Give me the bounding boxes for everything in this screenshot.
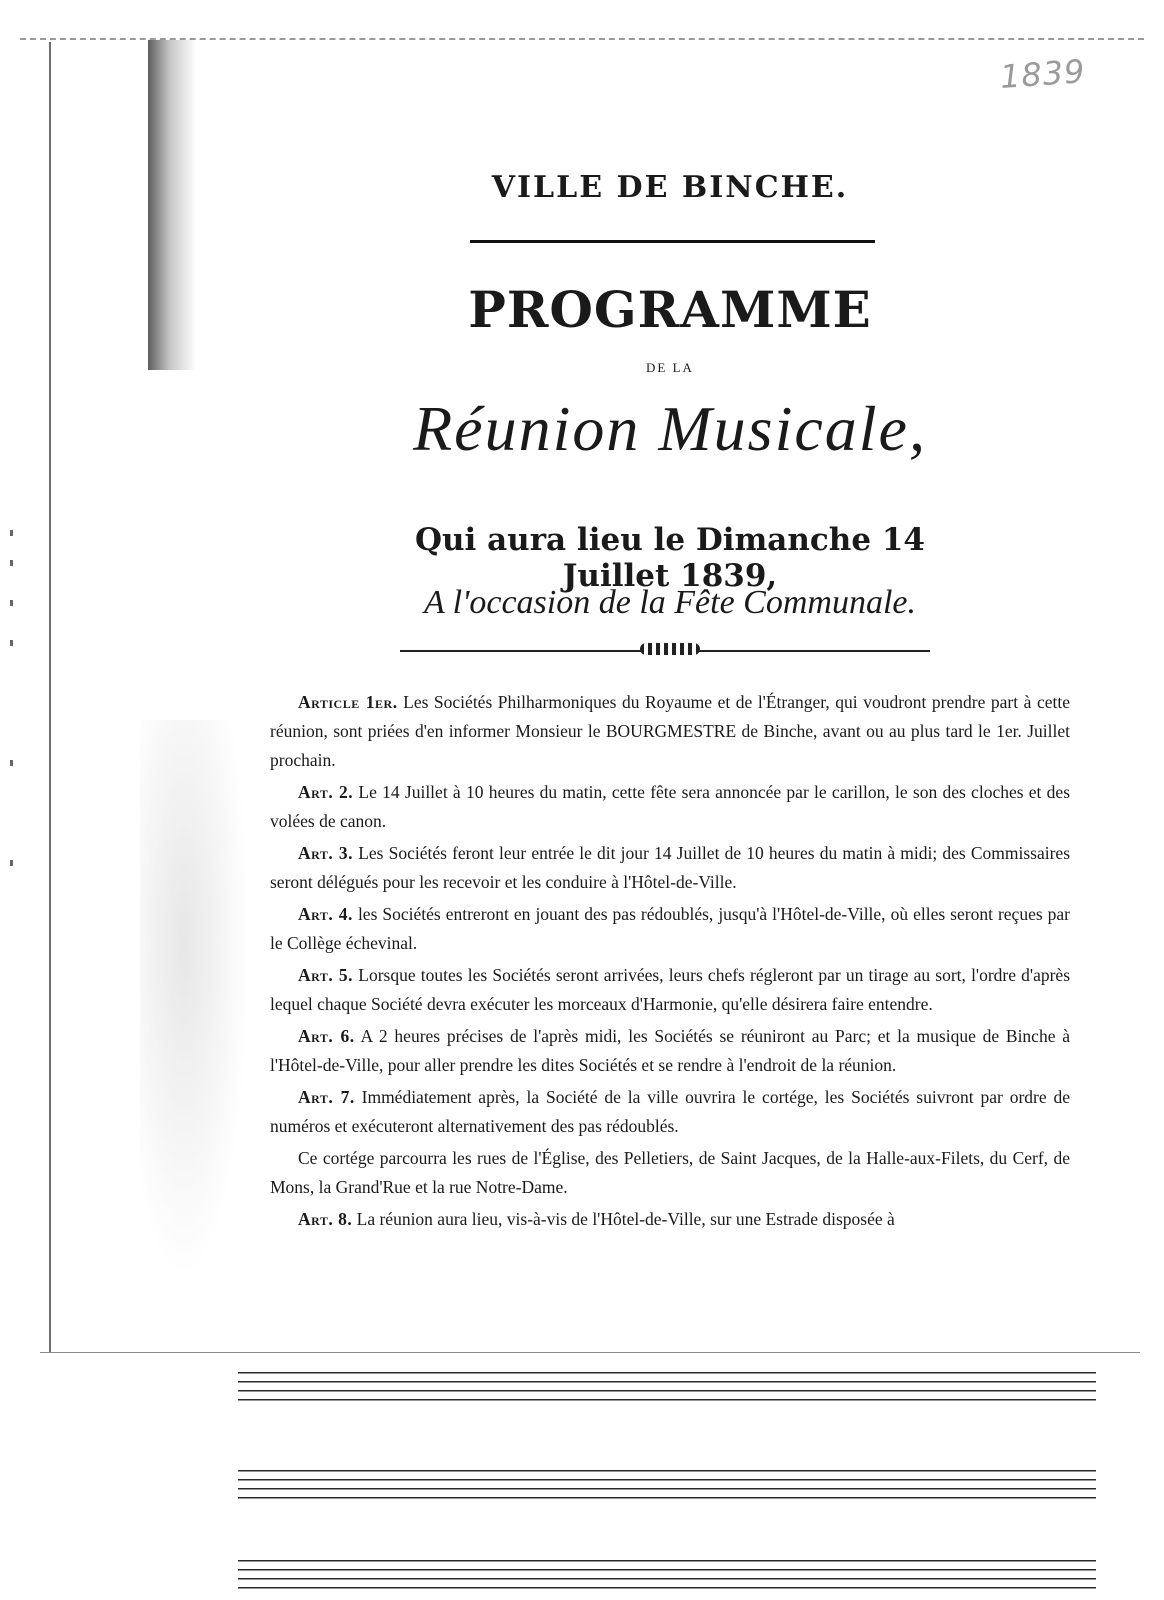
city-title: VILLE DE BINCHE. xyxy=(491,170,849,205)
margin-mark xyxy=(10,560,13,566)
article-label: Art. 7. xyxy=(298,1087,355,1107)
margin-smudge xyxy=(140,720,250,1280)
article-text: Les Sociétés Philharmoniques du Royaume et de l'Étranger, qui voudront prendre part à cette réunion, sont priées d'en informer Monsieur le BOURGMESTRE de Binche, avant ou au plus tard le 1er. Juillet prochain. xyxy=(270,692,1070,770)
sheet-left-edge xyxy=(49,42,51,1352)
archive-year-mark: 1839 xyxy=(998,52,1087,96)
page-title: PROGRAMME xyxy=(468,280,872,339)
subtitle: Réunion Musicale, xyxy=(413,393,927,464)
decorative-rule xyxy=(470,240,875,243)
article-label: Art. 5. xyxy=(298,965,354,985)
article-paragraph xyxy=(270,1083,1070,1141)
music-staff xyxy=(238,1470,1096,1506)
margin-mark xyxy=(10,600,13,606)
rule-ornament xyxy=(640,643,700,655)
article-label: Article 1er. xyxy=(298,692,398,712)
articles-body xyxy=(270,688,1070,1237)
article-label: Art. 6. xyxy=(298,1026,355,1046)
margin-mark xyxy=(10,530,13,536)
article-text: Lorsque toutes les Sociétés seront arrivées, leurs chefs régleront par un tirage au sort, l'ordre d'après lequel chaque Société devra exécuter les morceaux d'Harmonie, qu'elle désirera faire entendre. xyxy=(270,965,1071,1014)
binding-shadow xyxy=(148,40,196,370)
article-label: Art. 8. xyxy=(298,1209,353,1229)
article-text: Immédiatement après, la Société de la ville ouvrira le cortége, les Sociétés suivront par ordre de numéros et exécuteront alternativement des pas rédoublés. xyxy=(270,1087,1070,1136)
article-text: Ce cortége parcourra les rues de l'Église, des Pelletiers, de Saint Jacques, de la Halle-aux-Filets, du Cerf, de Mons, la Grand'Rue et la rue Notre-Dame. xyxy=(270,1148,1070,1197)
article-paragraph xyxy=(270,839,1070,897)
article-label: Art. 4. xyxy=(298,904,353,924)
margin-mark xyxy=(10,760,13,766)
title-connector: DE LA xyxy=(646,360,694,375)
article-paragraph xyxy=(270,900,1070,958)
article-text: Les Sociétés feront leur entrée le dit jour 14 Juillet de 10 heures du matin à midi; des Commissaires seront délégués pour les recevoir et les conduire à l'Hôtel-de-Ville. xyxy=(270,843,1071,892)
date-line: Qui aura lieu le Dimanche 14 Juillet 1839, xyxy=(414,522,925,594)
article-label: Art. 2. xyxy=(298,782,354,802)
music-staff xyxy=(238,1372,1096,1408)
article-paragraph xyxy=(270,961,1070,1019)
sheet-bottom-edge xyxy=(40,1352,1140,1353)
margin-mark xyxy=(10,640,13,646)
article-text: A 2 heures précises de l'après midi, les Sociétés se réuniront au Parc; et la musique de Binche à l'Hôtel-de-Ville, pour aller prendre les dites Sociétés et se rendre à l'endroit de la réunion. xyxy=(270,1026,1070,1075)
article-paragraph xyxy=(270,778,1070,836)
article-label: Art. 3. xyxy=(298,843,354,863)
article-text: La réunion aura lieu, vis-à-vis de l'Hôtel-de-Ville, sur une Estrade disposée à xyxy=(356,1209,895,1229)
margin-mark xyxy=(10,860,13,866)
article-paragraph xyxy=(270,1022,1070,1080)
article-text: les Sociétés entreront en jouant des pas rédoublés, jusqu'à l'Hôtel-de-Ville, où elles seront reçues par le Collège échevinal. xyxy=(270,904,1071,953)
article-paragraph xyxy=(270,1144,1070,1202)
article-text: Le 14 Juillet à 10 heures du matin, cette fête sera annoncée par le carillon, le son des cloches et des volées de canon. xyxy=(270,782,1071,831)
music-staff xyxy=(238,1560,1096,1596)
article-paragraph xyxy=(270,1205,1070,1234)
occasion-line: A l'occasion de la Fête Communale. xyxy=(424,584,916,621)
article-paragraph xyxy=(270,688,1070,775)
